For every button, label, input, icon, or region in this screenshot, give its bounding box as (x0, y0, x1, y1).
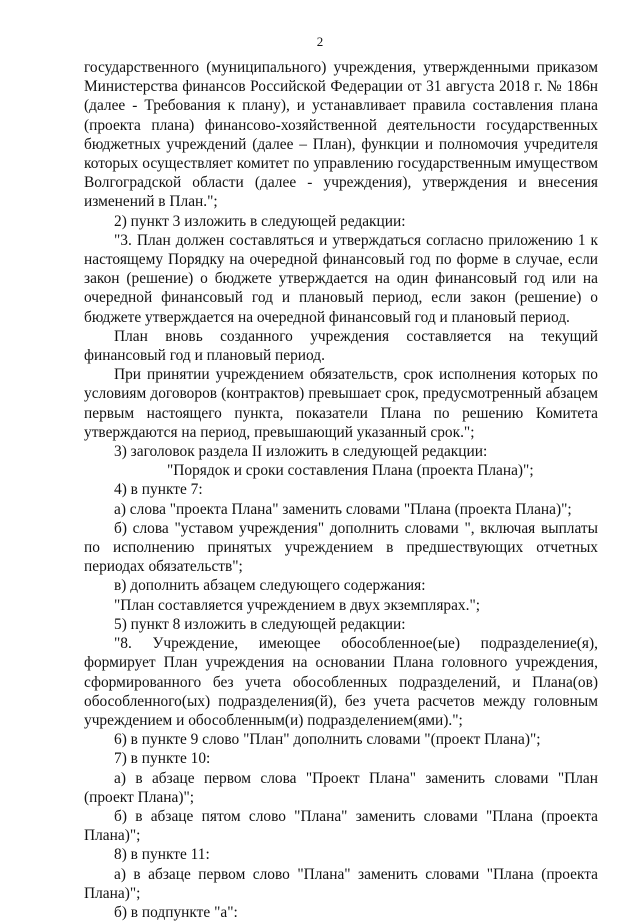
paragraph: 5) пункт 8 изложить в следующей редакции: (114, 615, 406, 633)
paragraph: "Порядок и сроки составления Плана (проекта Плана)"; (167, 462, 534, 480)
paragraph: 2) пункт 3 изложить в следующей редакции: (114, 212, 406, 230)
page-number: 2 (316, 34, 324, 49)
paragraph: 7) в пункте 10: (114, 750, 211, 768)
paragraph: "3. План должен составляться и утверждаться согласно приложению 1 к настоящему Порядку на очередной финансовый год по форме в случае, если закон (решение) о бюджете утверждается на один финансовый год или на очередной финансовый год и плановый период, если закон (решение) о бюджете утверждается на очередной финансовый год и плановый период. (84, 231, 598, 326)
paragraph: 6) в пункте 9 слово "План" дополнить словами "(проект Плана)"; (114, 731, 541, 749)
paragraph: б) в абзаце пятом слово "Плана" заменить словами "Плана (проекта Плана)"; (84, 807, 598, 845)
paragraph: а) в абзаце первом слово "Плана" заменить словами "Плана (проекта Плана)"; (84, 865, 598, 902)
paragraph: При принятии учреждением обязательств, срок исполнения которых по условиям договоров (контрактов) превышает срок, предусмотренный абзацем первым настоящего пункта, показатели Плана по решению Комитета утверждаются на период, превышающий указанный срок."; (84, 366, 598, 441)
paragraph: б) слова "уставом учреждения" дополнить словами ", включая выплаты по исполнению принятых учреждением в предшествующих отчетных периодах обязательств"; (84, 519, 598, 576)
paragraph: государственного (муниципального) учреждения, утвержденными приказом Министерства финансов Российской Федерации от 31 августа 2018 г. № 186н (далее - Требования к плану), и устанавливает правила составления плана (проекта плана) финансово-хозяйственной деятельности государственных бюджетных учреждений (далее – План), функции и полномочия учредителя которых осуществляет комитет по управлению государственным имуществом Волгоградской области (далее - учреждения), утверждения и внесения изменений в План."; (84, 59, 598, 211)
paragraph: 8) в пункте 11: (114, 846, 210, 864)
paragraph: в) дополнить абзацем следующего содержания: (114, 577, 426, 595)
paragraph: 4) в пункте 7: (114, 481, 203, 499)
document-body (84, 58, 598, 922)
paragraph: План вновь созданного учреждения составляется на текущий финансовый год и плановый период. (84, 327, 598, 365)
paragraph: а) в абзаце первом слова "Проект Плана" заменить словами "План (проект Плана)"; (84, 769, 598, 806)
paragraph: а) слова "проекта Плана" заменить словами "Плана (проекта Плана)"; (114, 500, 572, 518)
paragraph: "8. Учреждение, имеющее обособленное(ые) подразделение(я), формирует План учреждения на основании Плана головного учреждения, сформированного без учета обособленных подразделений, и Плана(ов) обособленного(ых) подразделения(й), без учета расчетов между головным учреждением и обособленным(и) подразделением(ями)."; (84, 635, 598, 729)
paragraph: 3) заголовок раздела II изложить в следующей редакции: (114, 443, 488, 461)
paragraph: "План составляется учреждением в двух экземплярах."; (114, 596, 481, 614)
paragraph: б) в подпункте "а": (114, 903, 238, 921)
